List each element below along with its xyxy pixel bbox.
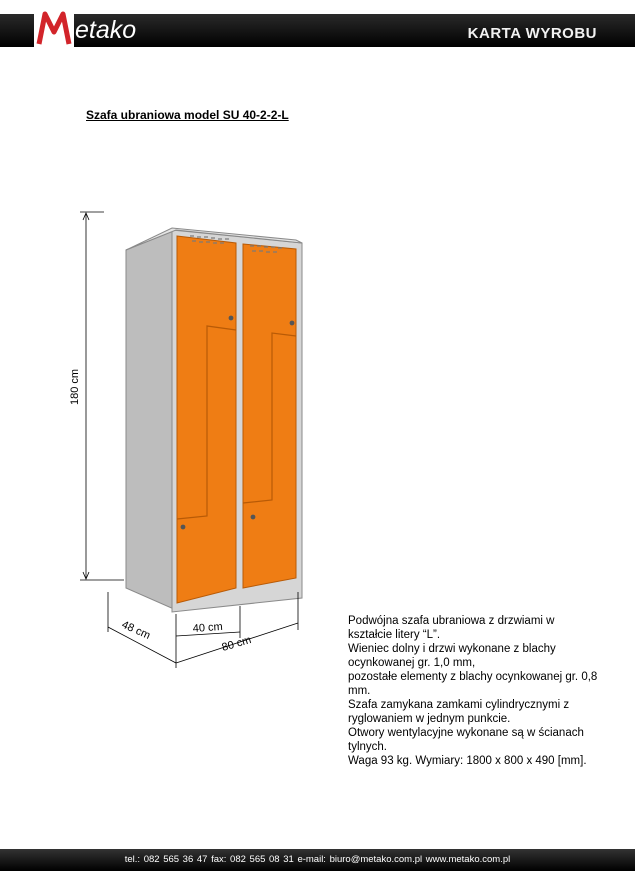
description-line: Wieniec dolny i drzwi wykonane z blachy ocynkowanej gr. 1,0 mm, bbox=[348, 643, 556, 669]
product-description bbox=[348, 614, 598, 768]
description-line: Otwory wentylacyjne wykonane są w ścianach tylnych. bbox=[348, 727, 584, 753]
brand-name: etako bbox=[75, 16, 137, 44]
door-width-label: 40 cm bbox=[192, 620, 224, 635]
height-dimension bbox=[80, 212, 124, 580]
product-title: Szafa ubraniowa model SU 40-2-2-L bbox=[86, 108, 289, 122]
lock-icon bbox=[251, 515, 256, 520]
height-label: 180 cm bbox=[69, 368, 81, 405]
lock-icon bbox=[290, 321, 295, 326]
description-line: pozostałe elementy z blachy ocynkowanej gr. 0,8 mm. bbox=[348, 671, 598, 697]
description-line: Podwójna szafa ubraniowa z drzwiami w kształcie litery “L”. bbox=[348, 615, 555, 641]
lock-icon bbox=[181, 525, 186, 530]
description-line: Szafa zamykana zamkami cylindrycznymi z ryglowaniem w jednym punkcie. bbox=[348, 699, 570, 725]
cabinet-side-panel bbox=[126, 230, 176, 610]
lock-icon bbox=[229, 316, 234, 321]
footer-contact: tel.: 082 565 36 47 fax: 082 565 08 31 e-mail: biuro@metako.com.pl www.metako.com.pl bbox=[124, 854, 511, 865]
door-right bbox=[243, 244, 296, 588]
description-line: Waga 93 kg. Wymiary: 1800 x 800 x 490 [mm]. bbox=[348, 755, 587, 767]
total-width-label: 80 cm bbox=[220, 634, 253, 654]
header-title: KARTA WYROBU bbox=[467, 25, 597, 42]
depth-label: 48 cm bbox=[119, 618, 153, 642]
